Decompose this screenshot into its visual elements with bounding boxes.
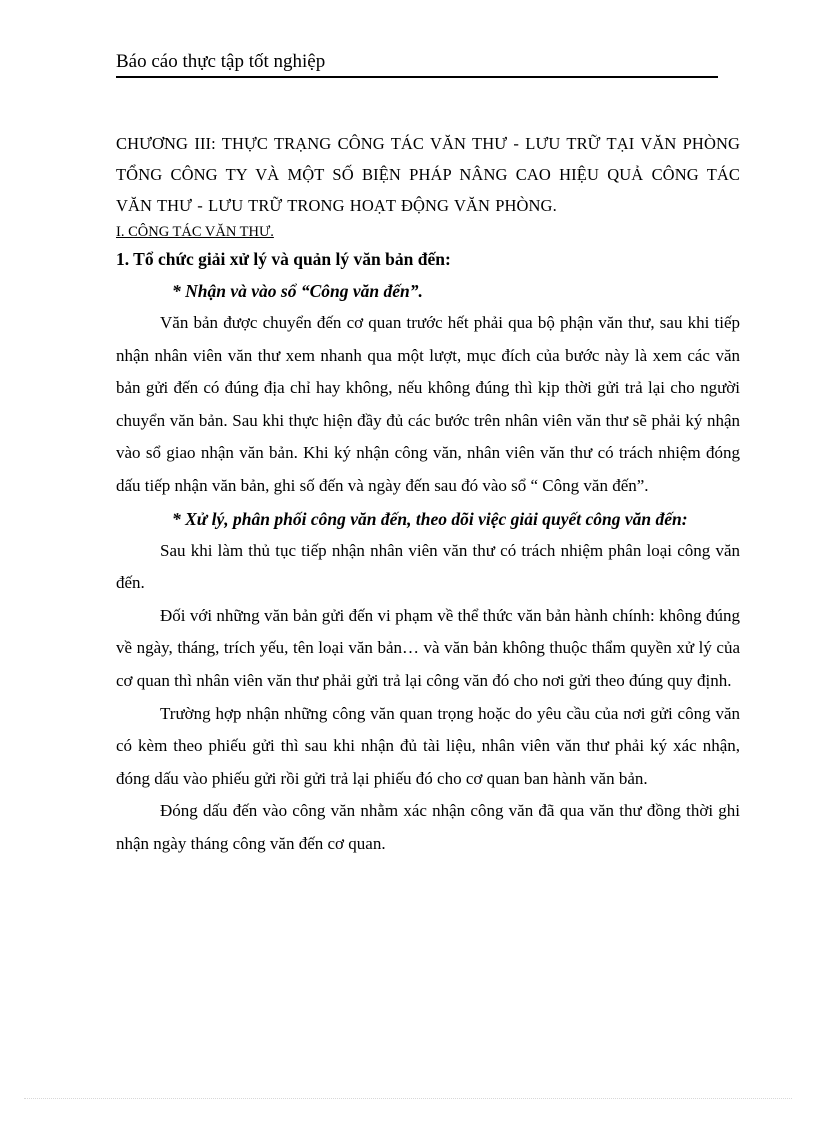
paragraph: Văn bản được chuyển đến cơ quan trước hết phải qua bộ phận văn thư, sau khi tiếp nhận nhân viên văn thư xem nhanh qua một lượt, mục đích của bước này là xem các văn bản gửi đến có đúng địa chỉ hay không, nếu không đúng thì kịp thời gửi trả lại cho người chuyển văn bản. Sau khi thực hiện đầy đủ các bước trên nhân viên văn thư sẽ phải ký nhận vào sổ giao nhận văn bản. Khi ký nhận công văn, nhân viên văn thư có trách nhiệm đóng dấu tiếp nhận văn bản, ghi số đến và ngày đến sau đó vào sổ “ Công văn đến”. <box>116 313 740 495</box>
page-header <box>116 50 718 78</box>
section-heading: I. CÔNG TÁC VĂN THƯ. <box>116 224 274 240</box>
topic-heading-process: * Xử lý, phân phối công văn đến, theo dõi việc giải quyết công văn đến: <box>172 508 688 529</box>
paragraph: Sau khi làm thủ tục tiếp nhận nhân viên văn thư có trách nhiệm phân loại công văn đến. <box>116 540 740 593</box>
paragraph: Đối với những văn bản gửi đến vi phạm về thể thức văn bản hành chính: không đúng về ngày, tháng, trích yếu, tên loại văn bản… và văn bản không thuộc thẩm quyền xử lý của cơ quan thì nhân viên văn thư phải gửi trả lại công văn đó cho nơi gửi theo đúng quy định. <box>116 605 740 690</box>
subsection-heading: 1. Tổ chức giải xử lý và quản lý văn bản đến: <box>116 249 451 269</box>
document-body <box>116 128 740 861</box>
header-title: Báo cáo thực tập tốt nghiệp <box>116 51 326 72</box>
paragraph: Trường hợp nhận những công văn quan trọng hoặc do yêu cầu của nơi gửi công văn có kèm theo phiếu gửi thì sau khi nhận đủ tài liệu, nhân viên văn thư phải ký xác nhận, đóng dấu vào phiếu gửi rồi gửi trả lại phiếu đó cho cơ quan ban hành văn bản. <box>116 703 740 788</box>
topic-heading-receive: * Nhận và vào sổ “Công văn đến”. <box>172 281 423 301</box>
chapter-title: CHƯƠNG III: THỰC TRẠNG CÔNG TÁC VĂN THƯ - LƯU TRỮ TẠI VĂN PHÒNG TỔNG CÔNG TY VÀ MỘT SỐ BIỆN PHÁP NÂNG CAO HIỆU QUẢ CÔNG TÁC VĂN THƯ - LƯU TRỮ TRONG HOẠT ĐỘNG VĂN PHÒNG. <box>116 134 740 215</box>
paragraph: Đóng dấu đến vào công văn nhằm xác nhận công văn đã qua văn thư đồng thời ghi nhận ngày tháng công văn đến cơ quan. <box>116 801 740 853</box>
page-bottom-divider <box>24 1098 792 1099</box>
